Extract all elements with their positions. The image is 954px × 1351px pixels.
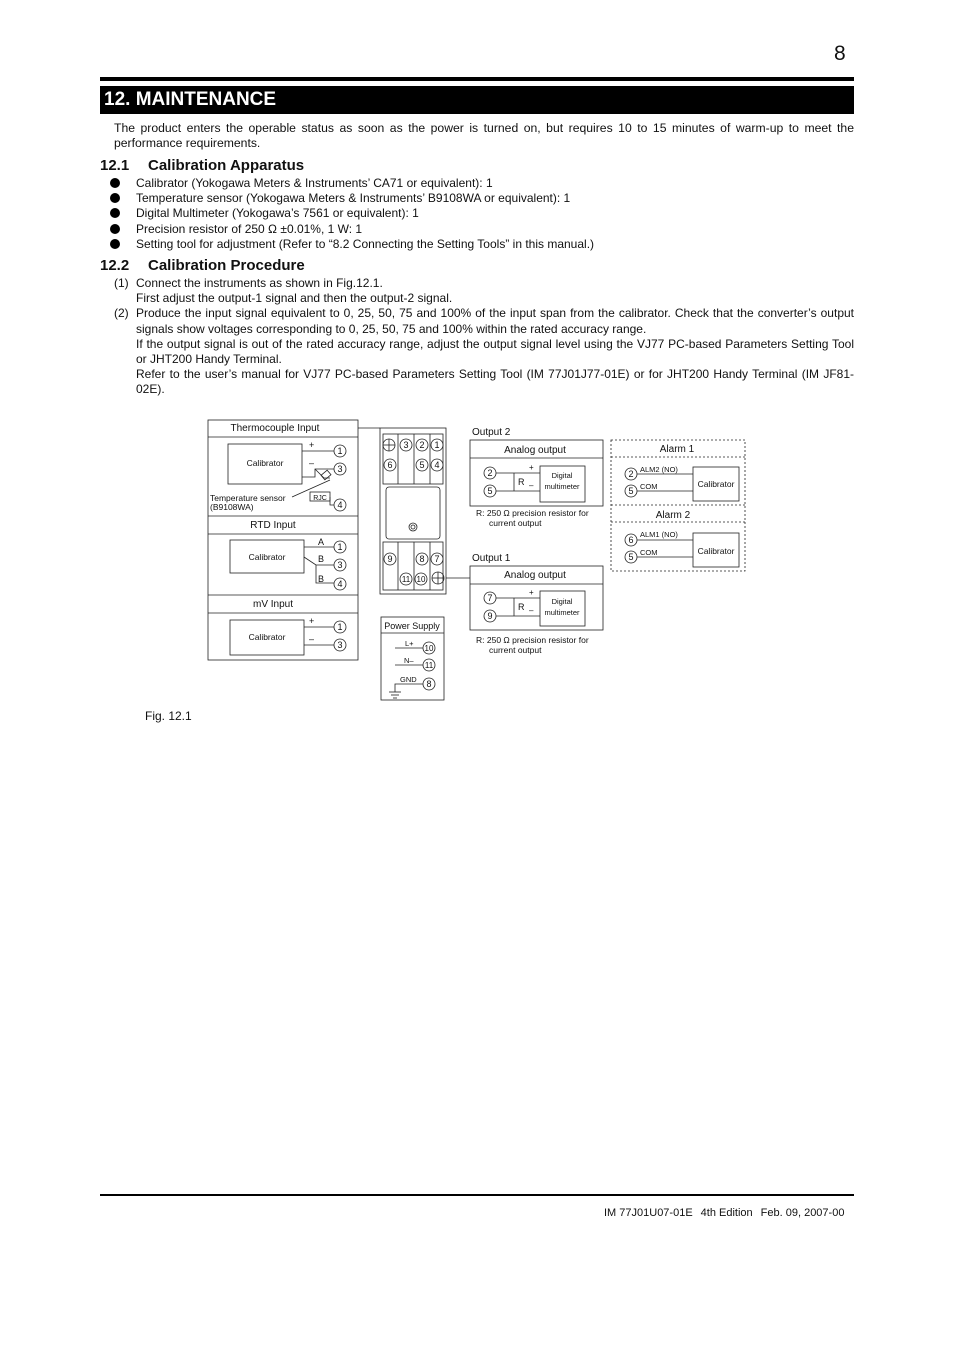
svg-text:COM: COM <box>640 482 658 491</box>
svg-text:Calibrator: Calibrator <box>697 479 735 489</box>
terminal-number: 9 <box>387 554 393 565</box>
procedure-title: Calibration Procedure <box>148 257 305 274</box>
svg-text:L+: L+ <box>405 639 414 648</box>
terminal-number: 9 <box>487 611 493 622</box>
svg-text:–: – <box>309 634 315 644</box>
terminal-number: 3 <box>337 560 343 571</box>
svg-text:(B9108WA): (B9108WA) <box>210 502 254 512</box>
svg-text:Calibrator: Calibrator <box>248 632 286 642</box>
terminal-number: 5 <box>628 486 634 497</box>
svg-text:–: – <box>529 606 534 615</box>
terminal-number: 4 <box>434 460 440 471</box>
terminal-number: 7 <box>434 554 440 565</box>
svg-text:+: + <box>309 440 315 450</box>
footer-date: Feb. 09, 2007-00 <box>760 1207 845 1219</box>
terminal-number: 4 <box>337 500 343 511</box>
svg-text:Analog output: Analog output <box>504 445 566 456</box>
svg-text:N–: N– <box>404 656 414 665</box>
apparatus-number: 12.1 <box>100 157 130 174</box>
terminal-number: 2 <box>487 468 493 479</box>
footer-doc-id: IM 77J01U07-01E <box>604 1207 693 1219</box>
rtd-title: RTD Input <box>250 520 296 531</box>
terminal-number: 6 <box>387 460 393 471</box>
terminal-number: 2 <box>419 440 425 451</box>
terminal-number: 1 <box>337 542 343 553</box>
svg-text:Digital: Digital <box>551 597 573 606</box>
tc-title: Thermocouple Input <box>230 423 320 434</box>
svg-text:+: + <box>529 463 534 472</box>
mv-title: mV Input <box>252 599 294 610</box>
footer-edition: 4th Edition <box>700 1207 753 1219</box>
svg-text:R: 250 Ω precision resistor fo: R: 250 Ω precision resistor for <box>476 635 589 645</box>
svg-text:B: B <box>318 574 325 584</box>
tc-calibrator-label: Calibrator <box>246 458 284 468</box>
power-title: Power Supply <box>384 621 440 631</box>
svg-text:Digital: Digital <box>551 471 573 480</box>
list-item: Digital Multimeter (Yokogawa’s 7561 or equivalent): 1 <box>110 206 594 221</box>
svg-text:+: + <box>529 588 534 597</box>
terminal-number: 10 <box>424 644 434 654</box>
terminal-number: 3 <box>337 464 343 475</box>
output1-title: Output 1 <box>472 553 511 564</box>
svg-text:–: – <box>309 458 315 468</box>
svg-text:Calibrator: Calibrator <box>697 546 735 556</box>
svg-text:+: + <box>309 616 315 626</box>
terminal-number: 5 <box>628 552 634 563</box>
terminal-number: 3 <box>337 640 343 651</box>
svg-text:current output: current output <box>489 645 542 655</box>
svg-text:ALM1 (NO): ALM1 (NO) <box>640 530 678 539</box>
svg-text:R: 250 Ω precision resistor fo: R: 250 Ω precision resistor for <box>476 508 589 518</box>
svg-text:A: A <box>318 537 325 547</box>
list-item: Setting tool for adjustment (Refer to “8.2 Connecting the Setting Tools” in this manual.) <box>110 237 594 252</box>
svg-text:R: R <box>518 602 525 612</box>
svg-text:Analog output: Analog output <box>504 570 566 581</box>
terminal-number: 3 <box>403 440 409 451</box>
step-1: (1) Connect the instruments as shown in Fig.12.1. First adjust the output-1 signal and then the output-2 signal. <box>114 276 453 306</box>
svg-text:Calibrator: Calibrator <box>248 552 286 562</box>
alarm2-title: Alarm 2 <box>655 510 691 521</box>
terminal-number: 10 <box>416 575 426 585</box>
list-item: Precision resistor of 250 Ω ±0.01%, 1 W: 1 <box>110 222 594 237</box>
terminal-number: 11 <box>424 661 434 671</box>
alarm1-title: Alarm 1 <box>659 444 695 455</box>
svg-text:ALM2 (NO): ALM2 (NO) <box>640 465 678 474</box>
terminal-number: 1 <box>434 440 440 451</box>
svg-text:multimeter: multimeter <box>544 482 580 491</box>
terminal-number: 11 <box>401 575 411 585</box>
svg-text:current output: current output <box>489 518 542 528</box>
list-item: Calibrator (Yokogawa Meters & Instruments’ CA71 or equivalent): 1 <box>110 176 594 191</box>
terminal-number: 8 <box>426 679 432 690</box>
output2-title: Output 2 <box>472 427 511 438</box>
apparatus-title: Calibration Apparatus <box>148 157 305 174</box>
svg-text:COM: COM <box>640 548 658 557</box>
tc-sensor-label: Temperature sensor <box>210 493 286 503</box>
terminal-number: 4 <box>337 579 343 590</box>
procedure-number: 12.2 <box>100 257 130 274</box>
svg-text:GND: GND <box>400 675 417 684</box>
svg-text:multimeter: multimeter <box>544 608 580 617</box>
terminal-number: 5 <box>487 486 493 497</box>
svg-text:R: R <box>518 477 525 487</box>
intro-paragraph: The product enters the operable status as soon as the power is turned on, but requires 10 to 15 minutes of warm-up to meet the performance requirements. <box>114 121 854 150</box>
rjc-label: RJC <box>313 495 327 502</box>
figure-caption: Fig. 12.1 <box>145 709 192 723</box>
section-title: 12. MAINTENANCE <box>100 86 854 114</box>
footer-rule <box>100 1194 854 1196</box>
svg-text:–: – <box>529 481 534 490</box>
step-2: (2) Produce the input signal equivalent to 0, 25, 50, 75 and 100% of the input span from the calibrator. Check that the converter’s output signals show voltages corresponding to 0, 25, 50, 75 and 100% within the rated accuracy range. If the output signal is out of the rated accuracy range, adjust the output signal level using the VJ77 PC-based Parameters Setting Tool or JHT200 Handy Terminal. Refer to the user’s manual for VJ77 PC-based Parameters Setting Tool (IM 77J01J77-01E) or for JHT200 Handy Terminal (IM JF81-02E). <box>114 306 854 397</box>
terminal-number: 8 <box>419 554 425 565</box>
terminal-number: 1 <box>337 622 343 633</box>
svg-text:B: B <box>318 554 325 564</box>
terminal-number: 1 <box>337 446 343 457</box>
terminal-number: 7 <box>487 593 493 604</box>
terminal-number: 2 <box>628 469 634 480</box>
list-item: Temperature sensor (Yokogawa Meters & Instruments’ B9108WA or equivalent): 1 <box>110 191 594 206</box>
terminal-number: 6 <box>628 535 634 546</box>
terminal-number: 5 <box>419 460 425 471</box>
footer <box>604 1207 852 1219</box>
page-number: 8 <box>834 42 846 65</box>
